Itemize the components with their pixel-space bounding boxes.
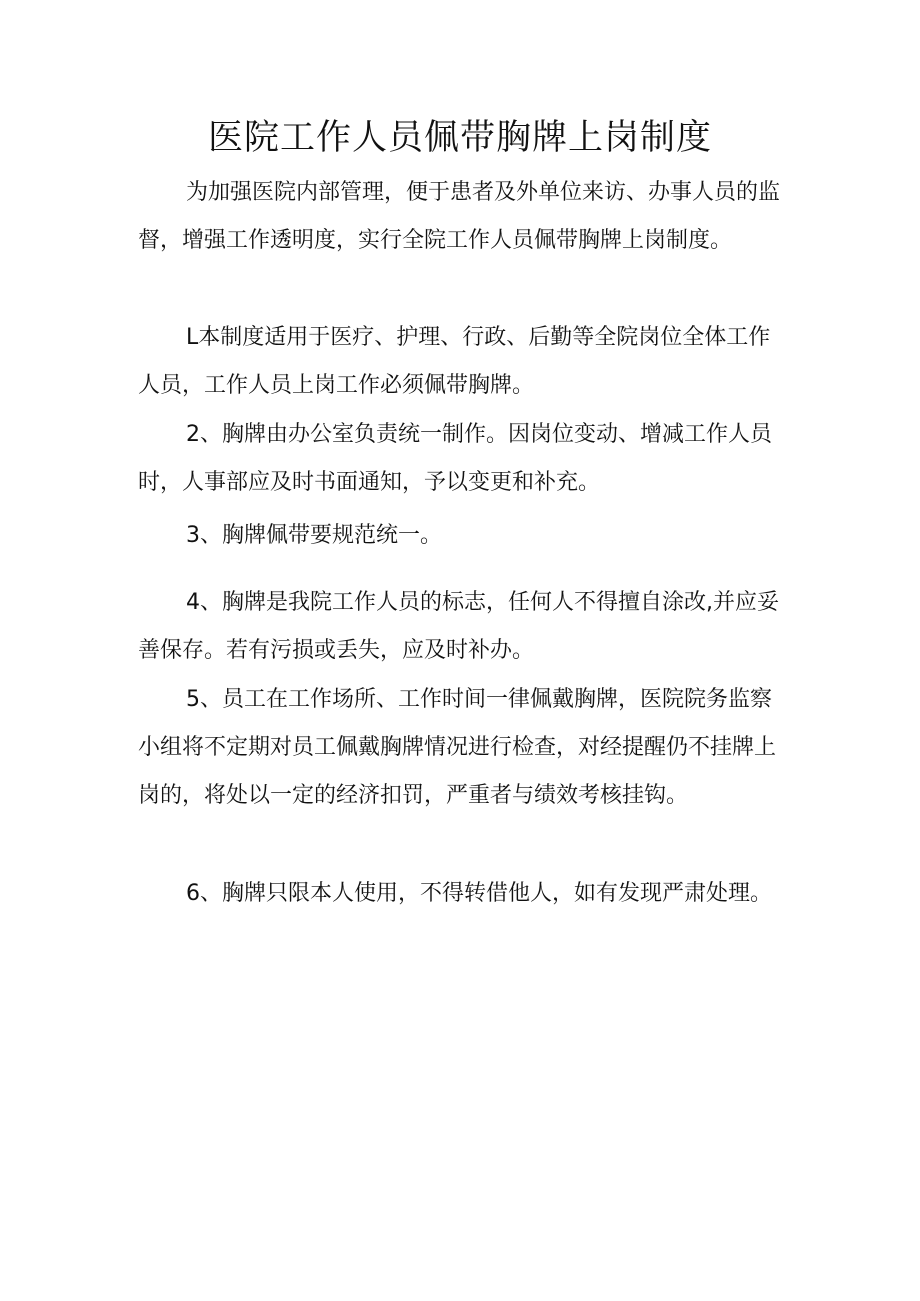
item-block-5 xyxy=(138,676,788,820)
document-title: 医院工作人员佩带胸牌上岗制度 xyxy=(207,118,712,158)
item-paragraph-4: 4、胸牌是我院工作人员的标志，任何人不得擅自涂改,并应妥善保存。若有污损或丢失，应及时补办。 xyxy=(138,590,779,663)
item-paragraph-3: 3、胸牌佩带要规范统一。 xyxy=(186,523,442,548)
item-paragraph-5: 5、员工在工作场所、工作时间一律佩戴胸牌，医院院务监察小组将不定期对员工佩戴胸牌情况进行检查，对经提醒仍不挂牌上岗的，将处以一定的经济扣罚，严重者与绩效考核挂钩。 xyxy=(138,687,777,808)
item-paragraph-1: L本制度适用于医疗、护理、行政、后勤等全院岗位全体工作人员，工作人员上岗工作必须佩带胸牌。 xyxy=(138,325,771,398)
item-block-3 xyxy=(138,512,788,560)
item-block-2 xyxy=(138,411,788,507)
intro-block xyxy=(138,169,788,265)
item-block-1 xyxy=(138,314,788,410)
item-paragraph-6: 6、胸牌只限本人使用，不得转借他人，如有发现严肃处理。 xyxy=(186,881,772,906)
item-paragraph-2: 2、胸牌由办公室负责统一制作。因岗位变动、增减工作人员时，人事部应及时书面通知，予以变更和补充。 xyxy=(138,422,772,495)
item-block-6 xyxy=(138,870,788,918)
intro-paragraph: 为加强医院内部管理，便于患者及外单位来访、办事人员的监督，增强工作透明度，实行全院工作人员佩带胸牌上岗制度。 xyxy=(138,180,781,253)
item-block-4 xyxy=(138,579,788,675)
